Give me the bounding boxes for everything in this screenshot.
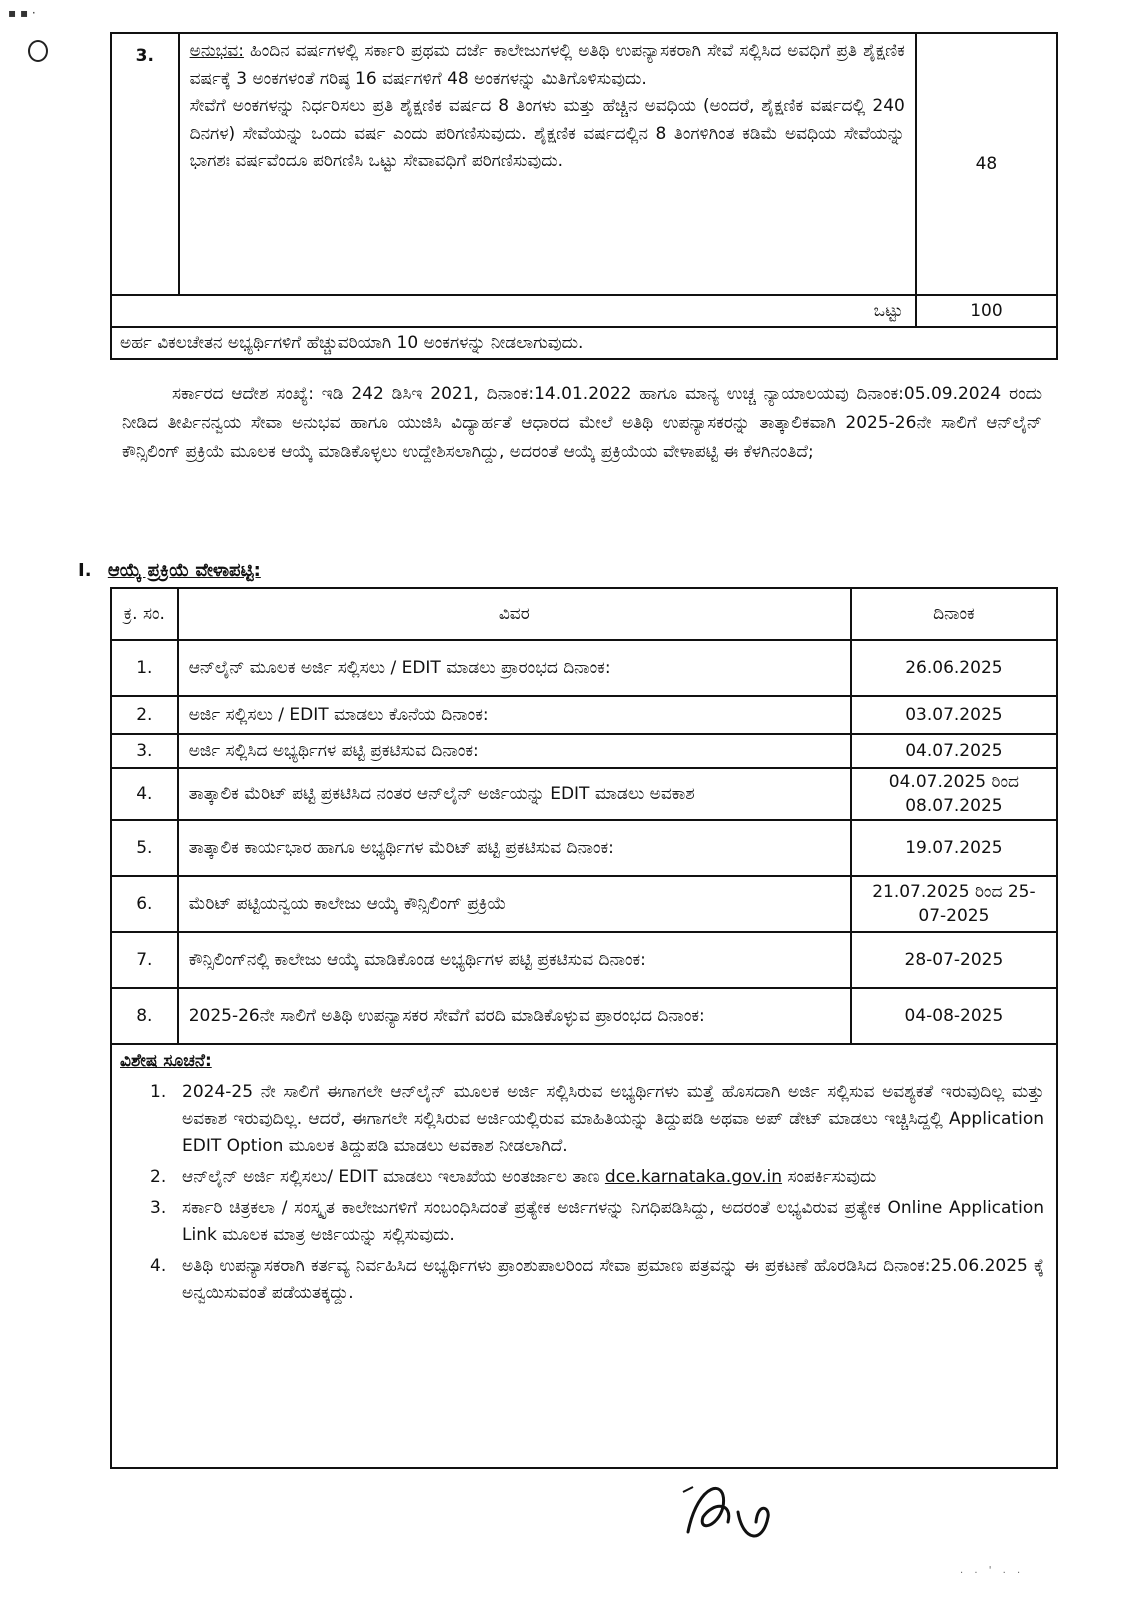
schedule-row-number: 6. [111, 876, 178, 932]
dce-website-link[interactable]: dce.karnataka.gov.in [604, 1167, 783, 1187]
schedule-row-detail: ಆನ್‌ಲೈನ್ ಮೂಲಕ ಅರ್ಜಿ ಸಲ್ಲಿಸಲು / EDIT ಮಾಡಲು ಪ್ರಾರಂಭದ ದಿನಾಂಕ: [178, 640, 851, 696]
schedule-row-detail: ತಾತ್ಕಾಲಿಕ ಕಾರ್ಯಭಾರ ಹಾಗೂ ಅಭ್ಯರ್ಥಿಗಳ ಮೆರಿಟ್ ಪಟ್ಟಿ ಪ್ರಕಟಿಸುವ ದಿನಾಂಕ: [178, 820, 851, 876]
scan-marks: ▪ ▪ · [8, 6, 36, 20]
criteria-table [110, 32, 1058, 360]
note-number: 2. [150, 1167, 167, 1187]
schedule-row-detail: ತಾತ್ಕಾಲಿಕ ಮೆರಿಟ್ ಪಟ್ಟಿ ಪ್ರಕಟಿಸಿದ ನಂತರ ಆನ್‌ಲೈನ್ ಅರ್ಜಿಯನ್ನು EDIT ಮಾಡಲು ಅವಕಾಶ [178, 768, 851, 820]
note-text: 2024-25 ನೇ ಸಾಲಿಗೆ ಈಗಾಗಲೇ ಆನ್‌ಲೈನ್ ಮೂಲಕ ಅರ್ಜಿ ಸಲ್ಲಿಸಿರುವ ಅಭ್ಯರ್ಥಿಗಳು ಮತ್ತೆ ಹೊಸದಾಗಿ ಅರ್ಜಿ ಸಲ್ಲಿಸುವ ಅವಶ್ಯಕತೆ ಇರುವುದಿಲ್ಲ ಮತ್ತು ಅವಕಾಶ ಇರುವುದಿಲ್ಲ. ಆದರೆ, ಈಗಾಗಲೇ ಸಲ್ಲಿಸಿರುವ ಅರ್ಜಿಯಲ್ಲಿರುವ ಮಾಹಿತಿಯನ್ನು ತಿದ್ದುಪಡಿ ಅಥವಾ ಅಪ್ ಡೇಟ್ ಮಾಡಲು ಇಚ್ಚಿಸಿದ್ದಲ್ಲಿ Application EDIT Option ಮೂಲಕ ತಿದ್ದುಪಡಿ ಮಾಡಲು ಅವಕಾಶ ನೀಡಲಾಗಿದೆ. [182, 1082, 1044, 1156]
schedule-row [111, 640, 1057, 696]
schedule-row-number: 1. [111, 640, 178, 696]
schedule-row-detail: ಮೆರಿಟ್ ಪಟ್ಟಿಯನ್ವಯ ಕಾಲೇಜು ಆಯ್ಕೆ ಕೌನ್ಸಿಲಿಂಗ್ ಪ್ರಕ್ರಿಯೆ [178, 876, 851, 932]
schedule-header-row [111, 588, 1057, 640]
schedule-row-number: 3. [111, 734, 178, 768]
notes-heading: ವಿಶೇಷ ಸೂಚನೆ: [120, 1051, 212, 1071]
experience-calculation-paragraph: ಸೇವೆಗೆ ಅಂಕಗಳನ್ನು ನಿರ್ಧರಿಸಲು ಪ್ರತಿ ಶೈಕ್ಷಣಿಕ ವರ್ಷದ 8 ತಿಂಗಳು ಮತ್ತು ಹೆಚ್ಚಿನ ಅವಧಿಯ (ಅಂದರೆ, ಶೈಕ್ಷಣಿಕ ವರ್ಷದಲ್ಲಿ 240 ದಿನಗಳ) ಸೇವೆಯನ್ನು ಒಂದು ವರ್ಷ ಎಂದು ಪರಿಗಣಿಸುವುದು. ಶೈಕ್ಷಣಿಕ ವರ್ಷದಲ್ಲಿನ 8 ತಿಂಗಳಿಗಿಂತ ಕಡಿಮೆ ಅವಧಿಯ ಸೇವೆಯನ್ನು ಭಾಗಶಃ ವರ್ಷವೆಂದೂ ಪರಿಗಣಿಸಿ ಒಟ್ಟು ಸೇವಾವಧಿಗೆ ಪರಿಗಣಿಸುವುದು. [189, 96, 905, 171]
schedule-row-detail: ಕೌನ್ಸಿಲಿಂಗ್‌ನಲ್ಲಿ ಕಾಲೇಜು ಆಯ್ಕೆ ಮಾಡಿಕೊಂಡ ಅಭ್ಯರ್ಥಿಗಳ ಪಟ್ಟಿ ಪ್ರಕಟಿಸುವ ದಿನಾಂಕ: [178, 932, 851, 988]
criteria-row-number: 3. [111, 33, 179, 295]
notes-cell [111, 1044, 1057, 1468]
note-number: 3. [150, 1198, 167, 1218]
schedule-table [110, 587, 1058, 1469]
schedule-row-number: 8. [111, 988, 178, 1044]
punch-hole-mark [28, 40, 48, 62]
bonus-note-row [111, 327, 1057, 359]
schedule-row-detail: ಅರ್ಜಿ ಸಲ್ಲಿಸಿದ ಅಭ್ಯರ್ಥಿಗಳ ಪಟ್ಟಿ ಪ್ರಕಟಿಸುವ ದಿನಾಂಕ: [178, 734, 851, 768]
signature [678, 1472, 788, 1552]
schedule-row [111, 988, 1057, 1044]
header-details: ವಿವರ [178, 588, 851, 640]
schedule-row [111, 768, 1057, 820]
note-item [150, 1164, 1044, 1191]
schedule-row-number: 7. [111, 932, 178, 988]
total-value: 100 [916, 295, 1057, 327]
bonus-note: ಅರ್ಹ ವಿಕಲಚೇತನ ಅಭ್ಯರ್ಥಿಗಳಿಗೆ ಹೆಚ್ಚುವರಿಯಾಗಿ 10 ಅಂಕಗಳನ್ನು ನೀಡಲಾಗುವುದು. [111, 327, 1057, 359]
schedule-row-number: 2. [111, 696, 178, 734]
experience-text: ಹಿಂದಿನ ವರ್ಷಗಳಲ್ಲಿ ಸರ್ಕಾರಿ ಪ್ರಥಮ ದರ್ಜೆ ಕಾಲೇಜುಗಳಲ್ಲಿ ಅತಿಥಿ ಉಪನ್ಯಾಸಕರಾಗಿ ಸೇವೆ ಸಲ್ಲಿಸಿದ ಅವಧಿಗೆ ಪ್ರತಿ ಶೈಕ್ಷಣಿಕ ವರ್ಷಕ್ಕೆ 3 ಅಂಕಗಳಂತೆ ಗರಿಷ್ಠ 16 ವರ್ಷಗಳಿಗೆ 48 ಅಂಕಗಳನ್ನು ಮಿತಿಗೊಳಿಸುವುದು. [189, 41, 905, 89]
header-date: ದಿನಾಂಕ [851, 588, 1057, 640]
schedule-row-date: 04-08-2025 [851, 988, 1057, 1044]
note-text-block [182, 1079, 1044, 1160]
note-text-after-link: ಸಂಪರ್ಕಿಸುವುದು [782, 1167, 877, 1187]
header-sno: ಕ್ರ. ಸಂ. [111, 588, 178, 640]
schedule-row-number: 4. [111, 768, 178, 820]
schedule-row-number: 5. [111, 820, 178, 876]
schedule-row-date: 04.07.2025 [851, 734, 1057, 768]
schedule-row [111, 696, 1057, 734]
schedule-row [111, 820, 1057, 876]
schedule-row-date: 26.06.2025 [851, 640, 1057, 696]
schedule-row [111, 734, 1057, 768]
section-title: ಆಯ್ಕೆ ಪ್ರಕ್ರಿಯೆ ವೇಳಾಪಟ್ಟಿ: [107, 560, 261, 581]
schedule-row-detail: ಅರ್ಜಿ ಸಲ್ಲಿಸಲು / EDIT ಮಾಡಲು ಕೊನೆಯ ದಿನಾಂಕ: [178, 696, 851, 734]
note-text: ಆನ್‌ಲೈನ್ ಅರ್ಜಿ ಸಲ್ಲಿಸಲು/ EDIT ಮಾಡಲು ಇಲಾಖೆಯ ಅಂತರ್ಜಾಲ ತಾಣ [182, 1167, 605, 1187]
experience-paragraph [190, 38, 905, 93]
note-text-block [182, 1164, 1044, 1191]
schedule-row-detail: 2025-26ನೇ ಸಾಲಿಗೆ ಅತಿಥಿ ಉಪನ್ಯಾಸಕರ ಸೇವೆಗೆ ವರದಿ ಮಾಡಿಕೊಳ್ಳುವ ಪ್ರಾರಂಭದ ದಿನಾಂಕ: [178, 988, 851, 1044]
note-number: 1. [150, 1082, 167, 1102]
schedule-row-date: 04.07.2025 ರಿಂದ 08.07.2025 [851, 768, 1057, 820]
section-heading [78, 560, 261, 581]
schedule-row-date: 03.07.2025 [851, 696, 1057, 734]
note-item [150, 1253, 1044, 1307]
note-item [150, 1195, 1044, 1249]
criteria-row-description [179, 33, 916, 295]
note-text: ಅತಿಥಿ ಉಪನ್ಯಾಸಕರಾಗಿ ಕರ್ತವ್ಯ ನಿರ್ವಹಿಸಿದ ಅಭ್ಯರ್ಥಿಗಳು ಪ್ರಾಂಶುಪಾಲರಿಂದ ಸೇವಾ ಪ್ರಮಾಣ ಪತ್ರವನ್ನು ಈ ಪ್ರಕಟಣೆ ಹೊರಡಿಸಿದ ದಿನಾಂಕ:25.06.2025 ಕ್ಕೆ ಅನ್ವಯಿಸುವಂತೆ ಪಡೆಯತಕ್ಕದ್ದು. [182, 1256, 1044, 1303]
schedule-row [111, 932, 1057, 988]
note-item [150, 1079, 1044, 1160]
note-number: 4. [150, 1256, 167, 1276]
experience-label: ಅನುಭವ: [189, 41, 244, 61]
notes-row [111, 1044, 1057, 1468]
total-label: ಒಟ್ಟು [111, 295, 916, 327]
schedule-row-date: 28-07-2025 [851, 932, 1057, 988]
schedule-row-date: 19.07.2025 [851, 820, 1057, 876]
intro-paragraph: ಸರ್ಕಾರದ ಆದೇಶ ಸಂಖ್ಯೆ: ಇಡಿ 242 ಡಿಸಿಇ 2021, ದಿನಾಂಕ:14.01.2022 ಹಾಗೂ ಮಾನ್ಯ ಉಚ್ಚ ನ್ಯಾಯಾಲಯವು ದಿನಾಂಕ:05.09.2024 ರಂದು ನೀಡಿದ ತೀರ್ಪಿನನ್ವಯ ಸೇವಾ ಅನುಭವ ಹಾಗೂ ಯುಜಿಸಿ ವಿದ್ಯಾರ್ಹತೆ ಆಧಾರದ ಮೇಲೆ ಅತಿಥಿ ಉಪನ್ಯಾಸಕರನ್ನು ತಾತ್ಕಾಲಿಕವಾಗಿ 2025-26ನೇ ಸಾಲಿಗೆ ಆನ್‌ಲೈನ್ ಕೌನ್ಸಿಲಿಂಗ್ ಪ್ರಕ್ರಿಯೆ ಮೂಲಕ ಆಯ್ಕೆ ಮಾಡಿಕೊಳ್ಳಲು ಉದ್ದೇಶಿಸಲಾಗಿದ್ದು, ಅದರಂತೆ ಆಯ್ಕೆ ಪ್ರಕ್ರಿಯೆಯ ವೇಳಾಪಟ್ಟಿ ಈ ಕೆಳಗಿನಂತಿದೆ; [122, 384, 1042, 462]
criteria-total-row [111, 295, 1057, 327]
criteria-row-3 [111, 33, 1057, 295]
schedule-row-date: 21.07.2025 ರಿಂದ 25-07-2025 [851, 876, 1057, 932]
schedule-row [111, 876, 1057, 932]
notes-list [120, 1079, 1044, 1307]
criteria-row-marks: 48 [916, 33, 1057, 295]
scan-dots: . . ' . . [960, 1565, 1025, 1576]
note-text-block [182, 1195, 1044, 1249]
note-text: ಸರ್ಕಾರಿ ಚಿತ್ರಕಲಾ / ಸಂಸ್ಕೃತ ಕಾಲೇಜುಗಳಿಗೆ ಸಂಬಂಧಿಸಿದಂತೆ ಪ್ರತ್ಯೇಕ ಅರ್ಜಿಗಳನ್ನು ನಿಗಧಿಪಡಿಸಿದ್ದು, ಅದರಂತೆ ಲಭ್ಯವಿರುವ ಪ್ರತ್ಯೇಕ Online Application Link ಮೂಲಕ ಮಾತ್ರ ಅರ್ಜಿಯನ್ನು ಸಲ್ಲಿಸುವುದು. [182, 1198, 1044, 1245]
section-number: I. [78, 560, 92, 581]
note-text-block [182, 1253, 1044, 1307]
